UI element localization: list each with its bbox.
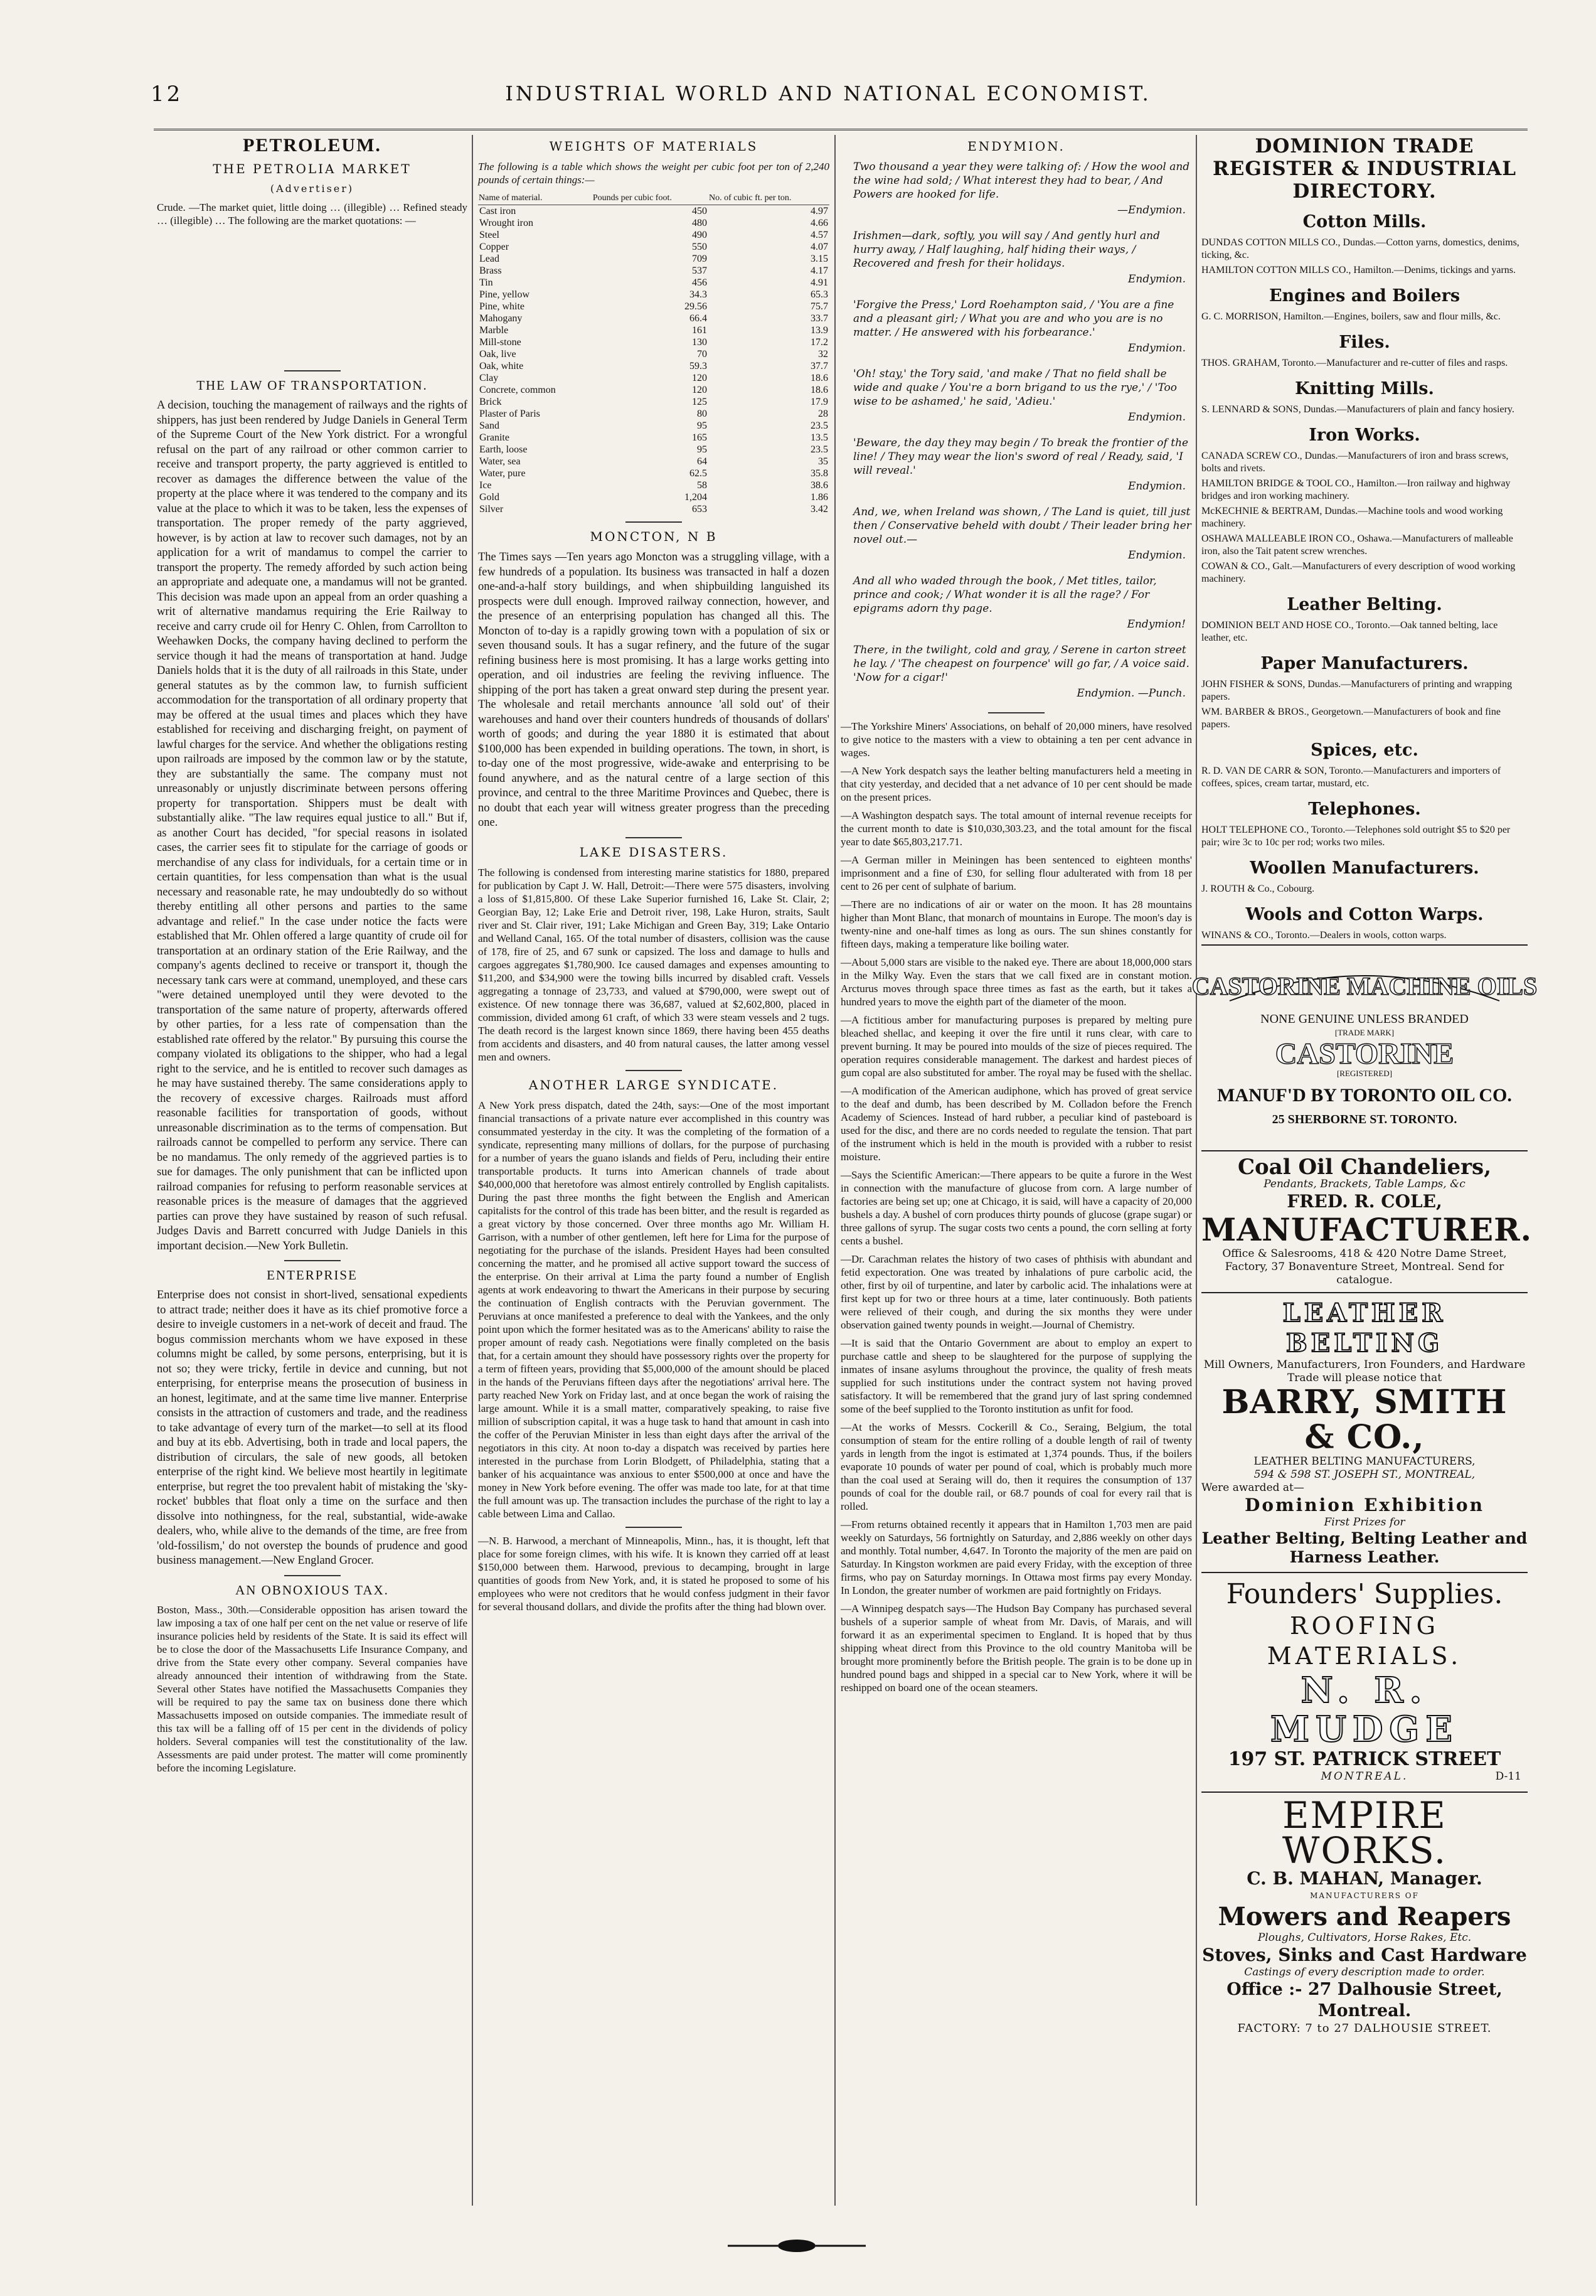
directory-entry: THOS. GRAHAM, Toronto.—Manufacturer and re-cutter of files and rasps. — [1201, 358, 1508, 368]
material-name-cell: Concrete, common — [479, 385, 556, 395]
castorine-logo — [1191, 957, 1538, 1139]
page-header — [151, 82, 1506, 119]
directory-category: Iron Works. — [1309, 425, 1420, 445]
founders-title: Founders' Supplies. — [1226, 1578, 1503, 1610]
empire-title: EMPIRE WORKS. — [1282, 1794, 1447, 1872]
founders-roofing: ROOFING MATERIALS. — [1267, 1612, 1462, 1670]
leather-title: LEATHER BELTING — [1282, 1298, 1447, 1358]
divider — [625, 1070, 682, 1071]
coal-oil-ad — [1201, 1150, 1533, 1292]
verse: Irishmen—dark, softly, you will say / And gently hurl and hurry away, / Half laughing, half hiding their ways, / Recovered and fresh for their holidays. — [853, 230, 1160, 270]
tax-text: Boston, Mass., 30th.—Considerable opposition has arisen toward the law imposing a tax of one half per cent on the net value or reserve of life insurance policies held by residents of the State. It is said its effect will be to close the door of the Massachusetts Life Insurance Company, and drive from the State every other company. Several companies have already announced their intention of withdrawing from the State. Several other States have notified the Massachusetts Companies they will be required to pay the same tax on business done there which Massachusetts imposed on outside companies. The immediate result of this tax will be a falling off of 15 per cent in the dividends of policy holders. Several companies will test the constitutionality of the law. Assessments are paid under protest. The matter will come prominently before the incoming Legislature. — [157, 1603, 467, 1774]
numeric-cell: 17.9 — [811, 397, 828, 407]
numeric-cell: 38.6 — [811, 480, 828, 491]
divider — [625, 1527, 682, 1528]
numeric-cell: 23.5 — [811, 420, 828, 431]
enterprise-title: ENTERPRISE — [267, 1268, 358, 1283]
material-name-cell: Wrought iron — [479, 218, 534, 228]
material-name-cell: Ice — [479, 480, 492, 491]
numeric-cell: 4.07 — [811, 242, 828, 252]
table-row — [478, 420, 829, 432]
directory-category: Cotton Mills. — [1302, 212, 1427, 232]
founders-city: MONTREAL. — [1321, 1770, 1408, 1783]
numeric-cell: 4.66 — [811, 218, 828, 228]
news-item: —There are no indications of air or water on the moon. It has 28 mountains higher than Mont Blanc, that monarch of mountains in Europe. The moon's day is twenty-nine and one-half times as long as ours. The sun shines constantly for fifteen days, making a temperature like boiling water. — [841, 899, 1192, 950]
verse: And all who waded through the book, / Met titles, tailor, prince and cook; / What wonder it is all the rage? / For epigrams adorn thy page. — [853, 575, 1157, 615]
petroleum-text: Crude. —The market quiet, little doing … (illegible) … Refined steady … (illegible) … The following are the market quotations: — — [157, 201, 467, 227]
table-row — [478, 360, 829, 372]
column-header: Name of material. — [478, 191, 592, 205]
numeric-cell: 33.7 — [811, 313, 828, 324]
material-name-cell: Gold — [479, 492, 499, 503]
directory-category: Knitting Mills. — [1295, 379, 1434, 398]
table-row — [478, 372, 829, 384]
material-name-cell: Sand — [479, 420, 499, 431]
column-header: Pounds per cubic foot. — [592, 191, 708, 205]
castorine-line5: [REGISTERED] — [1336, 1069, 1393, 1078]
leather-prize: First Prizes for — [1324, 1516, 1405, 1529]
directory-entry: HAMILTON COTTON MILLS CO., Hamilton.—Denims, tickings and yarns. — [1201, 265, 1516, 275]
law-title: THE LAW OF TRANSPORTATION. — [196, 378, 428, 393]
numeric-cell: 456 — [691, 277, 707, 288]
directory-entry: DUNDAS COTTON MILLS CO., Dundas.—Cotton yarns, domestics, denims, ticking, &c. — [1201, 237, 1519, 260]
moncton-text: The Times says —Ten years ago Moncton was a struggling village, with a few hundreds of a population. Its business was transacted in half a dozen one-and-a-half story buildings, and when shipbuilding languished its prospects were dull enough. Improved railway connection, however, and the presence of an enterprising population has changed all this. The Moncton of to-day is a rapidly growing town with a population of six or seven thousand souls. It has a sugar refinery, and the future of the sugar refining business here is most promising. It has a large works getting into operation, and oil industries are feeling the reviving influence. The shipping of the port has taken a great onward step during the present year. The wholesale and retail merchants announce 'all sold out' of their warehouses and hand over their counters hundreds of thousands of dollars' worth of goods; and during the year 1880 it is estimated that about $100,000 has been expended in building operations. The town, in short, is to-day one of the most progressive, wide-awake and enterprising to be found anywhere, and as the natural centre of a large section of this province, and central to the three Maritime Provinces and Quebec, there is no doubt that each year will witness greater progress than the preceding one. — [478, 551, 829, 829]
coal-oil-address: Office & Salesrooms, 418 & 420 Notre Dame Street, Factory, 37 Bonaventure Street, Montreal. Send for catalogue. — [1222, 1247, 1507, 1286]
news-item: —Says the Scientific American:—There appears to be quite a furore in the West in connection with the manufacture of glucose from corn. A large number of factories are being set up; one at Chicago, it is said, will have a capacity of 20,000 bushels a day. A bushel of corn produces thirty pounds of glucose (grape sugar) or three gallons of syrup. The sugar costs two cents a pound, the corn selling at forty cents a bushel. — [841, 1169, 1192, 1247]
numeric-cell: 70 — [696, 349, 707, 360]
news-item: —A New York despatch says the leather belting manufacturers held a meeting in that city yesterday, and decided that a net advance of 10 per cent should be made on the present prices. — [841, 765, 1192, 803]
endymion-verses — [841, 160, 1192, 700]
directory-entry: G. C. MORRISON, Hamilton.—Engines, boilers, saw and flour mills, &c. — [1201, 311, 1501, 322]
numeric-cell: 34.3 — [689, 289, 707, 300]
numeric-cell: 4.17 — [811, 265, 828, 276]
divider — [988, 712, 1045, 713]
column-3 — [841, 135, 1192, 2212]
directory-category: Paper Manufacturers. — [1260, 654, 1469, 673]
material-name-cell: Lead — [479, 254, 499, 264]
table-row — [478, 491, 829, 503]
column-1 — [157, 135, 467, 2212]
table-row — [478, 289, 829, 301]
verse-attribution: Endymion. — [1128, 342, 1186, 355]
column-rule — [1196, 135, 1197, 2206]
numeric-cell: 550 — [691, 242, 707, 252]
news-item: —From returns obtained recently it appears that in Hamilton 1,703 men are paid weekly on Saturdays, 56 fortnightly on Saturday, and 2,886 weekly on other days and monthly. Total number, 4,647. In Toronto the majority of the men are paid on Saturday. In Kingston workmen are paid every Friday, with the exception of three firms, who pay on Saturday mornings. In Ottawa most firms pay every Monday. In London, the greater number of workmen are paid fortnightly on Fridays. — [841, 1519, 1192, 1596]
directory-category: Woollen Manufacturers. — [1250, 858, 1479, 878]
verse: 'Beware, the day they may begin / To break the frontier of the line! / They may wear the lion's sword of real / Ready, said, 'I will reveal.' — [853, 437, 1189, 477]
table-row — [478, 348, 829, 360]
column-2 — [478, 135, 829, 2212]
numeric-cell: 35.8 — [811, 468, 828, 479]
verse-attribution: Endymion. — [1128, 411, 1186, 424]
table-row — [478, 456, 829, 467]
numeric-cell: 537 — [691, 265, 707, 276]
news-item: —A Washington despatch says. The total amount of internal revenue receipts for the current month to date is $10,030,303.23, and the total amount for the fiscal year to date $65,803,217.71. — [841, 809, 1192, 848]
syndicate-text: A New York press dispatch, dated the 24th, says:—One of the most important financial transactions of a private nature ever accomplished in this country was consummated yesterday in the city. It was the completing of the formation of a syndicate, representing many millions of dollars, for the purpose of purchasing for a number of years the guano islands and fields of Peru, including their entire transportable products. It turns into American channels of trade about $40,000,000 that heretofore was almost entirely controlled by English capitalists. During the past three months the fight between the English and American capitalists for the control of this trade has been bitter, and the result is regarded as a great victory by those concerned. Over three months ago Mr. William H. Garrison, with a number of other gentlemen, left here for Lima for the purpose of negotiating for the purchase of the islands. President Hayes had been consulted concerning the matter, and he promised all active support toward the success of the enterprise. On their arrival at Lima the party found a number of English agents at work endeavoring to thwart the Americans in their purpose by securing the continuation of English contracts with the Peruvian government. The Peruvians at once manifested a preference to deal with the Yankees, and the only point upon which the former hesitated was as to the Americans' ability to raise the proper amount of ready cash. Negotiations were finally completed on the basis that, for a certain amount they should have possessory rights over the property for a term of fifteen years, providing that $5,000,000 of the amount should be placed in the hands of the Peruvians fifteen days after the negotiations' arrival here. The party reached New York on Friday last, and at once began the work of raising the large amount. While it is a small matter, comparatively speaking, to raise five million of subscription capital, it was a huge task to hand that amount in cash into the coffer of the Peruvian Minister in less than eight days after the arrival of the negotiators in this city. At noon to-day a dispatch was received by parties here interested in the purchase from Lorin Blodgett, of Philadelphia, stating that a banker of his acquaintance was anxious to enter $500,000 at once and have the money in New York before evening. The offer was made too late, for at that time the full amount was up. The transaction includes the purchase of the right to lay a cable between Lima and Callao. — [478, 1099, 829, 1520]
law-text: A decision, touching the management of railways and the rights of shippers, has just been rendered by Judge Daniels in General Term of the Supreme Court of the New York district. For a wrongful refusal on the part of any railroad or other common carrier to receive and transport property, the party aggrieved is entitled to recover as damages the difference between the value of the property at the place where it was tendered to the company and its value at the place to which it was to be taken, less the expenses of transportation. The proper remedy of the party aggrieved, however, is by action at law to recover such damages, not by an application for a writ of mandamus to compel the carrier to transport the property. The remedy afforded by such action being an appropriate and adequate one, a mandamus will not be granted. This decision was made upon an appeal from an order quashing a writ of alternative mandamus requiring the Erie Railway to receive and carry crude oil for Henry C. Ohlen, from Carrollton to Weehawken Docks, the company having declined to perform the service though it had the means of transportation at hand. Judge Daniels holds that it is the duty of all railroads in this State, under general statutes as by the common law, to furnish sufficient accommodation for the transportation of all ordinary property that may be offered at the usual times and places which they have established for receiving and discharging freight, on payment of lawful charges for the service. And whether the obligations resting upon railroads are imposed by the common law or by the statute, they are substantially the same. The company must not unreasonably or unjustly discriminate between persons offering property for transportation. Shippers must be dealt with substantially alike. "The law requires equal justice to all." But if, as another Court has decided, "for special reasons in isolated cases, the carrier sees fit to stipulate for the carriage of goods or merchandise of any class for individuals, for a certain time or in certain quantities, for less compensation than what is the usual necessary and reasonable rate, he may undoubtedly do so without thereby entitling all other persons and parties to the same advantage and relief." In the case under notice the facts were established that Mr. Ohlen offered a large quantity of crude oil for transportation at an ordinary station of the Erie Railway, and the company's agents declined to receive or transport it, though the necessary tank cars were at command, unemployed, and these cars "were detained unemployed until they were devoted to the transportation of the same nature of property, afterwards offered by other parties, for a less rate of compensation than the established rate offered by the relator." By pursuing this course the company violated its obligations to the shipper, who had a legal right to the service, and he is entitled to recover such damages as he may have sustained thereby. The same considerations apply to the recovery of excessive charges. Railroads must afford reasonable facilities for transportation of goods, without unreasonable discrimination as to the terms of compensation. But railroads cannot be compelled to perform any service. There can be no mandamus. The only remedy of the aggrieved parties is to sue for damages. The only punishment that can be inflicted upon railroad companies for refusing to perform reasonable services at reasonable prices is the measure of damages that the aggrieved parties can prove they have sustained by reason of such refusal. Judges Davis and Barrett concurred with Judge Daniels in this important decision.—New York Bulletin. — [157, 399, 467, 1252]
header-rule — [154, 129, 1528, 131]
table-row — [478, 444, 829, 456]
material-name-cell: Earth, loose — [479, 444, 528, 455]
weights-table-body — [478, 205, 829, 516]
verse-attribution: Endymion! — [1127, 618, 1186, 631]
news-item: —A German miller in Meiningen has been sentenced to eighteen months' imprisonment and a fine of £30, for selling flour adulterated with from 18 per cent to 26 per cent of sulphate of barium. — [841, 854, 1192, 892]
numeric-cell: 480 — [691, 218, 707, 228]
table-row — [478, 479, 829, 491]
numeric-cell: 95 — [696, 444, 707, 455]
coal-oil-name: FRED. R. COLE, — [1287, 1191, 1442, 1212]
verse: Two thousand a year they were talking of: / How the wool and the wine had sold; / What interest they had to bear, / And Powers are hooked for life. — [853, 161, 1190, 201]
coal-oil-title: Coal Oil Chandeliers, — [1237, 1155, 1492, 1180]
table-row — [478, 277, 829, 289]
numeric-cell: 125 — [691, 397, 707, 407]
directory-category: Wools and Cotton Warps. — [1245, 905, 1484, 924]
petroleum-title: PETROLEUM. — [243, 135, 381, 156]
empire-office: Office :- 27 Dalhousie Street, Montreal. — [1226, 1980, 1503, 2021]
material-name-cell: Clay — [479, 373, 499, 383]
news-item: —At the works of Messrs. Cockerill & Co., Seraing, Belgium, the total consumption of steam for the entire rolling of a double length of rail of twenty yards in length from the ingot is estimated at 1,374 pounds. Thus, if the boilers evaporate 10 pounds of water per pound of coal, which is probably much more than the coal used at Seraing will do, then it requires the consumption of 137 pounds of coal for the double rail, or 68.7 pounds of coal for every rail that is rolled. — [841, 1421, 1192, 1512]
numeric-cell: 4.91 — [811, 277, 828, 288]
column-header: No. of cubic ft. per ton. — [708, 191, 829, 205]
numeric-cell: 75.7 — [811, 301, 828, 312]
numeric-cell: 653 — [691, 504, 707, 515]
founders-name: N. R. MUDGE — [1270, 1670, 1459, 1750]
numeric-cell: 58 — [696, 480, 707, 491]
material-name-cell: Brick — [479, 397, 502, 407]
numeric-cell: 23.5 — [811, 444, 828, 455]
material-name-cell: Pine, white — [479, 301, 524, 312]
leather-sub: LEATHER BELTING MANUFACTURERS, — [1253, 1455, 1476, 1468]
material-name-cell: Silver — [479, 504, 504, 515]
table-row — [478, 324, 829, 336]
material-name-cell: Steel — [479, 230, 499, 240]
table-row — [478, 396, 829, 408]
weights-title: WEIGHTS OF MATERIALS — [549, 139, 758, 154]
numeric-cell: 13.5 — [811, 432, 828, 443]
lake-text: The following is condensed from interesting marine statistics for 1880, prepared for publication by Capt J. W. Hall, Detroit:—There were 575 disasters, involving a loss of $1,815,800. Of these Lake Superior furnished 16, Lake St. Clair, 2; Georgian Bay, 12; Lake Erie and Detroit river, 198, Lake Huron, straits, Sault river and St. Clair river, 191; Lake Michigan and Green Bay, 319; Lake Ontario and Welland Canal, 165. Of the total number of disasters, collision was the cause of 178, fire of 25, and 67 sunk or capsized. The loss and damage to hulls and cargoes aggregates $1,780,900. Ice caused damages and expenses amounting to $11,200, and $34,900 were the towing bills incurred by disabled craft. Vessels aggregating a tonnage of 23,733, and valued at $790,000, were swept out of existence. Of new tonnage there was 36,687, valued at $2,602,800, placed in commission, divided among 61 craft, of which 33 were steam vessels and 2 tugs. The death record is the largest known since 1869, there having been 455 deaths from accidents and disasters, and 40 from natural causes, the latter among vessel men and owners. — [478, 866, 829, 1063]
numeric-cell: 165 — [691, 432, 707, 443]
numeric-cell: 62.5 — [689, 468, 707, 479]
numeric-cell: 37.7 — [811, 361, 828, 371]
castorine-line1: CASTORINE MACHINE OILS — [1191, 972, 1538, 1000]
material-name-cell: Copper — [479, 242, 509, 252]
numeric-cell: 29.56 — [684, 301, 707, 312]
divider — [284, 370, 341, 371]
table-row — [478, 241, 829, 253]
table-row — [478, 336, 829, 348]
numeric-cell: 64 — [696, 456, 707, 467]
numeric-cell: 95 — [696, 420, 707, 431]
numeric-cell: 161 — [691, 325, 707, 336]
trade-directory — [1201, 211, 1528, 942]
castorine-ad — [1191, 944, 1538, 1150]
leather-belting-ad — [1201, 1292, 1528, 1572]
directory-entry: JOHN FISHER & SONS, Dundas.—Manufacturers of printing and wrapping papers. — [1201, 679, 1513, 702]
endymion-title: ENDYMION. — [967, 139, 1065, 154]
castorine-line3: [TRADE MARK] — [1334, 1028, 1395, 1037]
directory-category: Files. — [1339, 333, 1390, 352]
empire-manager: C. B. MAHAN, Manager. — [1247, 1868, 1482, 1889]
directory-entry: HAMILTON BRIDGE & TOOL CO., Hamilton.—Iron railway and highway bridges and iron working machinery. — [1201, 478, 1511, 501]
directory-entry: S. LENNARD & SONS, Dundas.—Manufacturers of plain and fancy hosiery. — [1201, 404, 1514, 415]
weights-intro: The following is a table which shows the weight per cubic foot per ton of 2,240 pounds of certain things:— — [478, 161, 829, 186]
directory-category: Telephones. — [1308, 799, 1421, 819]
masthead-title: INDUSTRIAL WORLD AND NATIONAL ECONOMIST. — [505, 82, 1151, 105]
empire-products: Mowers and Reapers — [1218, 1902, 1511, 1931]
directory-entry: COWAN & CO., Galt.—Manufacturers of every description of wood working machinery. — [1201, 561, 1516, 584]
table-row — [478, 217, 829, 229]
numeric-cell: 18.6 — [811, 385, 828, 395]
directory-entry: McKECHNIE & BERTRAM, Dundas.—Machine tools and wood working machinery. — [1201, 506, 1503, 529]
directory-category: Leather Belting. — [1287, 595, 1442, 614]
material-name-cell: Granite — [479, 432, 509, 443]
table-row — [478, 467, 829, 479]
news-item: —About 5,000 stars are visible to the naked eye. There are about 18,000,000 stars in the Milky Way. Even the stars that we call fixed are in constant motion. Arcturus moves through space three times as fast as the earth, but it takes a hundred years to move the eighth part of the diameter of the moon. — [841, 956, 1192, 1008]
founders-code: D-11 — [1495, 1770, 1521, 1783]
directory-entry: WM. BARBER & BROS., Georgetown.—Manufacturers of book and fine papers. — [1201, 707, 1501, 730]
verse: 'Oh! stay,' the Tory said, 'and make / That no field shall be wide and quake / You're a born brigand to us the rye,' / 'Too wise to be ashamed,' he said, 'Adieu.' — [853, 368, 1177, 408]
leather-note: Mill Owners, Manufacturers, Iron Founders, and Hardware Trade will please notice that — [1203, 1359, 1526, 1384]
table-row — [478, 205, 829, 218]
leather-name: BARRY, SMITH & CO., — [1221, 1383, 1508, 1456]
petroleum-note: (Advertiser) — [270, 183, 354, 195]
enterprise-text: Enterprise does not consist in short-lived, sensational expedients to attract trade; neither does it have as its chief promotive force a desire to inveigle customers in a net-work of deceit and fraud. The bogus commission merchants whom we have exposed in these columns might be called, by some persons, enterprising, but it is not so; they were tricky, fertile in device and cunning, but not enterprising, for enterprise means the prosecution of business in an honest, legitimate, and at the same time live manner. Enterprise consists in the attraction of customers and trade, and the readiness to take advantage of every turn of the market—to sell at its flood and buy at its ebb. Advertising, both in trade and local papers, the distribution of circulars, the sale of new goods, all betoken enterprise of the right kind. We believe most heartily in legitimate enterprise, but regret the too prevalent habit of mistaking the 'sky-rocket' bubbles that float only a time on the surface and then dissolve into nothingness, for the real, substantial, wide-awake dealers, who, while alive to the demands of the time, are free from 'old-fossilism,' do not overstep the bounds of prudence and good business management.—New England Grocer. — [157, 1289, 467, 1567]
numeric-cell: 18.6 — [811, 373, 828, 383]
table-row — [478, 408, 829, 420]
numeric-cell: 80 — [696, 408, 707, 419]
table-row — [478, 384, 829, 396]
divider — [625, 521, 682, 523]
petroleum-price-table-illegible — [157, 232, 467, 364]
divider — [284, 1575, 341, 1576]
material-name-cell: Plaster of Paris — [479, 408, 540, 419]
verse-attribution: Endymion. — [1128, 549, 1186, 562]
empire-stoves: Stoves, Sinks and Cast Hardware — [1202, 1945, 1527, 1965]
directory-category: Spices, etc. — [1311, 740, 1418, 760]
moncton-title: MONCTON, N B — [590, 529, 718, 544]
verse: 'Forgive the Press,' Lord Roehampton said, / 'You are a fine and a pleasant girl; / What you are and who you are is no matter. / He answered with his forbearance.' — [853, 299, 1174, 339]
news-item: —The Yorkshire Miners' Associations, on behalf of 20,000 miners, have resolved to give notice to the masters with a view to obtaining a ten per cent advance in wages. — [841, 720, 1192, 759]
material-name-cell: Mahogany — [479, 313, 523, 324]
empire-castings: Castings of every description made to order. — [1244, 1966, 1485, 1978]
news-items — [841, 720, 1192, 1694]
numeric-cell: 450 — [691, 206, 707, 216]
table-row — [478, 312, 829, 324]
news-item: —A fictitious amber for manufacturing purposes is prepared by melting pure bleached shellac, and keeping it over the fire until it runs clear, with care to prevent burning. It may be poured into moulds of the size of pieces required. The operation requires considerable management. The darkest and hardest pieces of gum copal are also substituted for amber. The royal may be fused with the shellac. — [841, 1014, 1192, 1079]
castorine-line2: NONE GENUINE UNLESS BRANDED — [1260, 1012, 1469, 1026]
leather-award: Were awarded at— — [1201, 1482, 1304, 1494]
verse: There, in the twilight, cold and gray, / Serene in carton street he lay. / 'The cheapest on fourpence' will go far, / A voice said. 'Now for a cigar!' — [853, 644, 1189, 684]
empire-sub: Ploughs, Cultivators, Horse Rakes, Etc. — [1257, 1931, 1472, 1944]
founders-city-row — [1201, 1770, 1528, 1786]
verse: And, we, when Ireland was shown, / The Land is quiet, till just then / Conservative beheld with doubt / Their leader bring her novel out.— — [853, 506, 1191, 546]
directory-entry: DOMINION BELT AND HOSE CO., Toronto.—Oak tanned belting, lace leather, etc. — [1201, 620, 1498, 643]
tax-title: AN OBNOXIOUS TAX. — [235, 1582, 389, 1598]
table-row — [478, 253, 829, 265]
empire-mfr: MANUFACTURERS OF — [1310, 1891, 1419, 1900]
numeric-cell: 35 — [818, 456, 828, 467]
numeric-cell: 1.86 — [811, 492, 828, 503]
numeric-cell: 32 — [818, 349, 828, 360]
weights-table-header — [478, 191, 829, 205]
directory-entry: WINANS & CO., Toronto.—Dealers in wools, cotton warps. — [1201, 930, 1447, 941]
numeric-cell: 65.3 — [811, 289, 828, 300]
leather-exhibition: Dominion Exhibition — [1245, 1495, 1484, 1515]
directory-entry: OSHAWA MALLEABLE IRON CO., Oshawa.—Manufacturers of malleable iron, also the Tait patent screw wrenches. — [1201, 533, 1513, 557]
material-name-cell: Water, sea — [479, 456, 521, 467]
verse-attribution: Endymion. — [1128, 480, 1186, 493]
table-row — [478, 301, 829, 312]
numeric-cell: 3.15 — [811, 254, 828, 264]
table-row — [478, 503, 829, 515]
material-name-cell: Pine, yellow — [479, 289, 529, 300]
numeric-cell: 4.57 — [811, 230, 828, 240]
directory-category: Engines and Boilers — [1269, 286, 1460, 306]
numeric-cell: 709 — [691, 254, 707, 264]
founders-street: 197 ST. PATRICK STREET — [1228, 1748, 1501, 1770]
numeric-cell: 59.3 — [689, 361, 707, 371]
material-name-cell: Oak, live — [479, 349, 516, 360]
verse-attribution: Endymion. — [1128, 273, 1186, 286]
numeric-cell: 130 — [691, 337, 707, 348]
column-rule — [472, 135, 473, 2206]
empire-works-ad — [1201, 1791, 1528, 2040]
numeric-cell: 13.9 — [811, 325, 828, 336]
directory-entry: HOLT TELEPHONE CO., Toronto.—Telephones sold outright $5 to $20 per pair; wire 3c to 10c per rod; works two miles. — [1201, 825, 1511, 848]
numeric-cell: 4.97 — [811, 206, 828, 216]
harwood-text: —N. B. Harwood, a merchant of Minneapolis, Minn., has, it is thought, left that place for some foreign climes, with his wife. It is known they carried off at least $150,000 between them. Harwood, previous to decamping, brought in large quantities of goods from New York, and, it is stated he proposed to some of his employees who were not creditors that he would confess judgment in their favor for several thousand dollars, and divide the profits after the thing had blown over. — [478, 1534, 829, 1613]
syndicate-title: ANOTHER LARGE SYNDICATE. — [528, 1077, 779, 1092]
footer-ornament — [728, 2237, 866, 2255]
numeric-cell: 490 — [691, 230, 707, 240]
numeric-cell: 1,204 — [684, 492, 707, 503]
news-item: —Dr. Carachman relates the history of two cases of phthisis with abundant and fetid expectoration. One was treated by inhalations of pure carbolic acid, the other, first by oil of turpentine, and later by carbolic acid. The inhalations were at first kept up for two or three hours at a time, later continuously. Both patients were relieved of their cough, and during the six months they were under observation gained twenty pounds in weight.—Journal of Chemistry. — [841, 1253, 1192, 1331]
column-4 — [1191, 135, 1538, 2212]
directory-entry: CANADA SCREW CO., Dundas.—Manufacturers of iron and brass screws, bolts and rivets. — [1201, 451, 1509, 474]
founders-ad — [1201, 1572, 1528, 1791]
weights-table — [478, 191, 829, 515]
news-item: —A Winnipeg despatch says—The Hudson Bay Company has purchased several bushels of a superior sample of wheat from Mr. Davis, of Marais, and will forward it as an experimental specimen to England. It is hoped that by thus shipping wheat direct from this Province to the old country Manitoba will be brought more prominently before the British people. The grain is to be done up in hundred pound bags and shipped in a special car to New York, where it will be reshipped on board one of the ocean steamers. — [841, 1603, 1192, 1694]
news-item: —It is said that the Ontario Government are about to employ an expert to purchase cattle and sheep to be slaughtered for the purpose of supplying the inmates of insane asylums throughout the province, the quality of fresh meats supplied for such institutions under the contract system not having proved satisfactory. It will be remembered that the grand jury of last spring condemned some of the beef supplied to the Toronto institution as unfit for food. — [841, 1337, 1192, 1415]
news-item: —A modification of the American audiphone, which has proved of great service to the deaf and dumb, has been described by M. Colladon before the French Academy of Sciences. Instead of hard rubber, a peculiar kind of pasteboard is used for the disc, and there are no cords needed to regulate the tension. That part of the instrument which is held in the mouth is provided with a rubber to resist moisture. — [841, 1085, 1192, 1163]
material-name-cell: Marble — [479, 325, 509, 336]
petroleum-subtitle: THE PETROLIA MARKET — [213, 161, 412, 176]
coal-oil-sub: Pendants, Brackets, Table Lamps, &c — [1264, 1178, 1466, 1190]
numeric-cell: 120 — [691, 373, 707, 383]
numeric-cell: 17.2 — [811, 337, 828, 348]
numeric-cell: 28 — [818, 408, 828, 419]
divider — [284, 1260, 341, 1261]
material-name-cell: Brass — [479, 265, 502, 276]
castorine-line6: MANUF'D BY TORONTO OIL CO. — [1217, 1085, 1512, 1106]
empire-factory: FACTORY: 7 to 27 DALHOUSIE STREET. — [1237, 2022, 1492, 2035]
numeric-cell: 3.42 — [811, 504, 828, 515]
material-name-cell: Mill-stone — [479, 337, 521, 348]
castorine-logo-graphic — [1191, 957, 1538, 1139]
directory-entry: R. D. VAN DE CARR & SON, Toronto.—Manufacturers and importers of coffees, spices, cream tartar, mustard, etc. — [1201, 766, 1501, 789]
table-row — [478, 265, 829, 277]
material-name-cell: Water, pure — [479, 468, 526, 479]
verse-attribution: Endymion. —Punch. — [1077, 687, 1186, 700]
column-rule — [834, 135, 836, 2206]
coal-oil-big: MANUFACTURER. — [1201, 1211, 1533, 1248]
material-name-cell: Oak, white — [479, 361, 524, 371]
directory-title: DOMINION TRADE REGISTER & INDUSTRIAL DIRECTORY. — [1212, 135, 1517, 203]
lake-title: LAKE DISASTERS. — [579, 844, 728, 860]
directory-entry: J. ROUTH & Co., Cobourg. — [1201, 884, 1315, 894]
leather-products: Leather Belting, Belting Leather and Harness Leather. — [1201, 1529, 1528, 1566]
table-row — [478, 432, 829, 444]
leather-address: 594 & 598 ST. JOSEPH ST., MONTREAL, — [1253, 1468, 1476, 1481]
numeric-cell: 66.4 — [689, 313, 707, 324]
divider — [625, 837, 682, 838]
page-number: 12 — [151, 82, 183, 107]
castorine-line7: 25 SHERBORNE ST. TORONTO. — [1272, 1113, 1457, 1126]
numeric-cell: 120 — [691, 385, 707, 395]
material-name-cell: Cast iron — [479, 206, 516, 216]
table-row — [478, 229, 829, 241]
verse-attribution: —Endymion. — [1117, 204, 1186, 216]
castorine-line4: CASTORINE — [1275, 1037, 1454, 1071]
material-name-cell: Tin — [479, 277, 493, 288]
